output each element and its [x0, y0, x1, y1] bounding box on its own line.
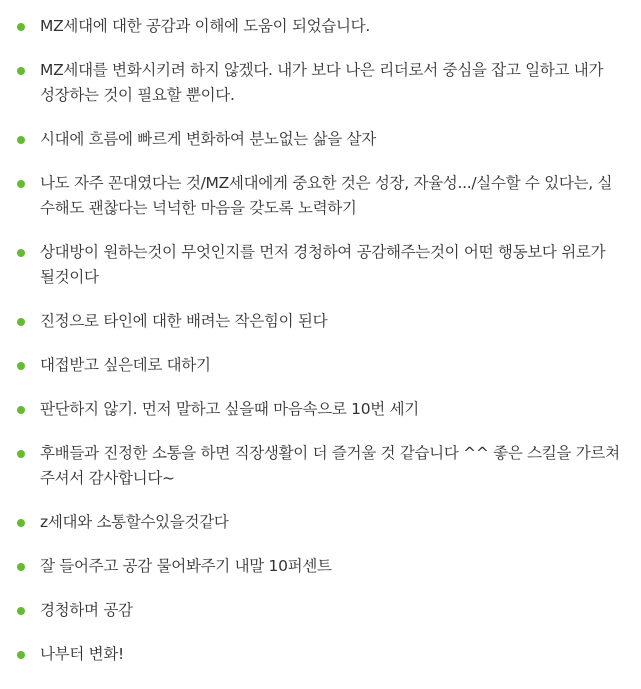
bullet-dot-icon [17, 651, 25, 659]
bullet-dot-icon [17, 607, 25, 615]
bullet-dot-icon [17, 249, 25, 257]
list-item [0, 309, 641, 334]
bullet-dot-icon [17, 563, 25, 571]
bullet-dot-icon [17, 180, 25, 188]
bullet-dot-icon [17, 23, 25, 31]
bullet-dot-icon [17, 519, 25, 527]
list-item-text: 판단하지 않기. 먼저 말하고 싶을때 마음속으로 10번 세기 [40, 400, 419, 418]
list-item [0, 171, 641, 221]
list-item [0, 353, 641, 378]
bullet-dot-icon [17, 67, 25, 75]
list-item-text: 경청하며 공감 [40, 601, 133, 619]
list-item-text: 시대에 흐름에 빠르게 변화하여 분노없는 삶을 살자 [40, 130, 376, 148]
list-item [0, 127, 641, 152]
bullet-dot-icon [17, 136, 25, 144]
list-item-text: 후배들과 진정한 소통을 하면 직장생활이 더 즐거울 것 같습니다 ^^ 좋은 스킬을 가르쳐 주셔서 감사합니다~ [40, 444, 620, 487]
list-item [0, 642, 641, 667]
list-item-text: 나도 자주 꼰대였다는 것/MZ세대에게 중요한 것은 성장, 자율성.../실수할 수 있다는, 실수해도 괜찮다는 넉넉한 마음을 갖도록 노력하기 [40, 174, 613, 217]
list-item-text: MZ세대에 대한 공감과 이해에 도움이 되었습니다. [40, 17, 370, 35]
list-item-text: 진정으로 타인에 대한 배려는 작은힘이 된다 [40, 312, 328, 330]
list-item-text: 나부터 변화! [40, 645, 124, 663]
list-item [0, 14, 641, 39]
list-item-text: 잘 들어주고 공감 물어봐주기 내말 10퍼센트 [40, 557, 332, 575]
list-item-text: z세대와 소통할수있을것같다 [40, 513, 229, 531]
list-item-text: 대접받고 싶은데로 대하기 [40, 356, 211, 374]
bullet-dot-icon [17, 362, 25, 370]
list-item-text: 상대방이 원하는것이 무엇인지를 먼저 경청하여 공감해주는것이 어떤 행동보다 위로가 될것이다 [40, 243, 606, 286]
list-item [0, 510, 641, 535]
list-item [0, 441, 641, 491]
list-item [0, 598, 641, 623]
bullet-dot-icon [17, 318, 25, 326]
list-item [0, 58, 641, 108]
list-item-text: MZ세대를 변화시키려 하지 않겠다. 내가 보다 나은 리더로서 중심을 잡고 일하고 내가 성장하는 것이 필요할 뿐이다. [40, 61, 604, 104]
list-item [0, 397, 641, 422]
list-item [0, 554, 641, 579]
list-item [0, 240, 641, 290]
bullet-dot-icon [17, 406, 25, 414]
bullet-dot-icon [17, 450, 25, 458]
